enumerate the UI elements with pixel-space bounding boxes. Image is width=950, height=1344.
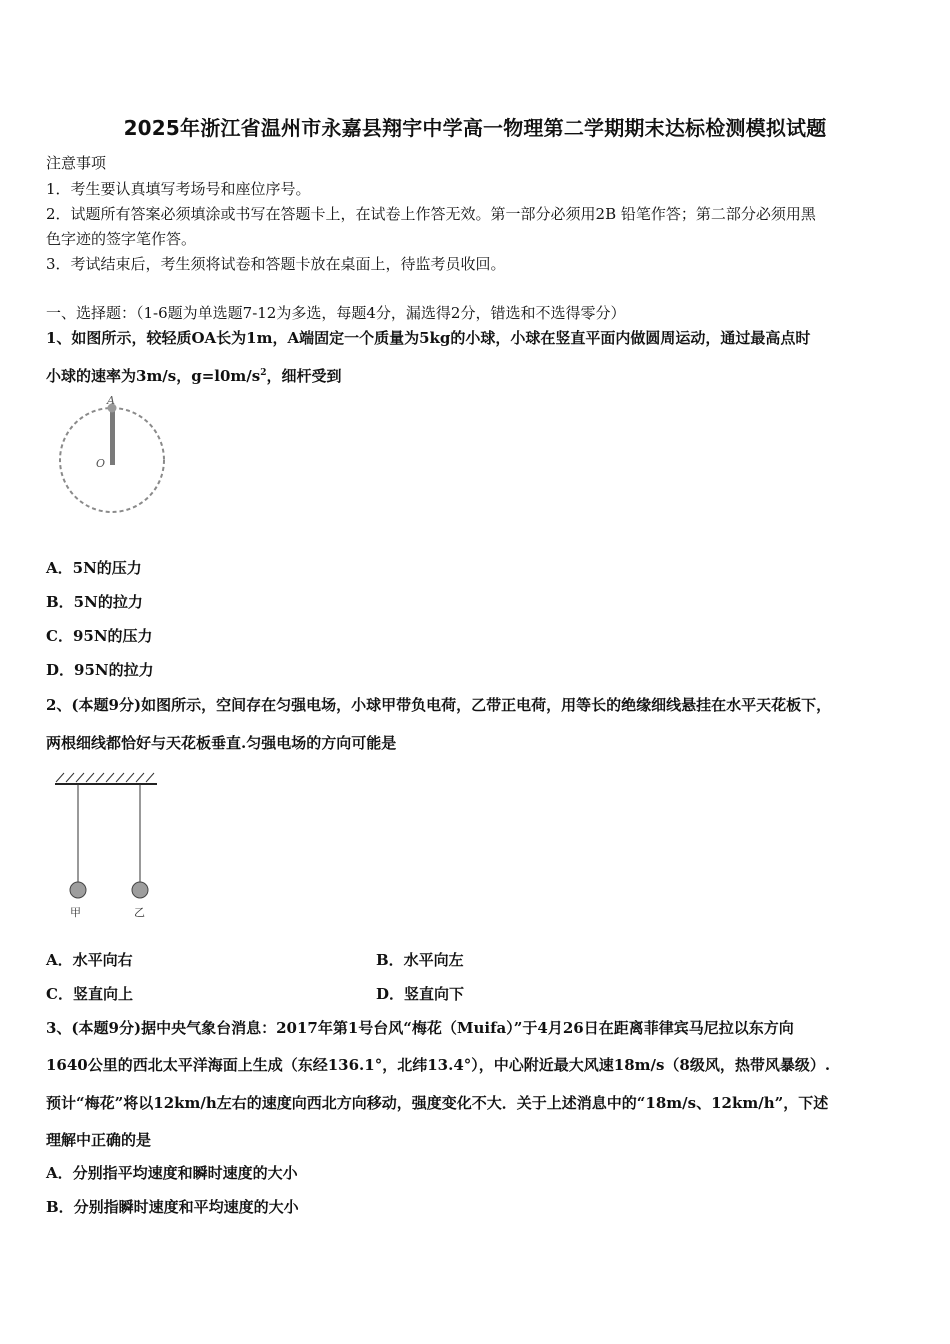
q1-option-a: A．5N的压力	[46, 559, 142, 577]
label-yi: 乙	[134, 906, 145, 919]
question-3-text-cont: 1640公里的西北太平洋海面上生成（东经136.1°，北纬13.4°），中心附近最大风速18m/s（8级风，热带风暴级）.	[46, 1056, 831, 1074]
notice-item: 3．考试结束后，考生须将试卷和答题卡放在桌面上，待监考员收回。	[46, 255, 506, 273]
notice-heading: 注意事项	[46, 154, 107, 172]
q2-option-b: B．水平向左	[376, 951, 464, 969]
ball-jia	[70, 882, 86, 898]
q3-option-b: B．分别指瞬时速度和平均速度的大小	[46, 1198, 299, 1216]
notice-item: 2．试题所有答案必须填涂或书写在答题卡上，在试卷上作答无效。第一部分必须用2B 铅笔作答；第二部分必须用黑	[46, 205, 816, 223]
section-heading: 一、选择题：（1-6题为单选题7-12为多选，每题4分，漏选得2分，错选和不选得零分）	[46, 304, 626, 322]
question-3-text-cont: 理解中正确的是	[46, 1131, 152, 1149]
q1-option-c: C．95N的压力	[46, 627, 153, 645]
q2-option-a: A．水平向右	[46, 951, 133, 969]
page-title: 2025年浙江省温州市永嘉县翔宇中学高一物理第二学期期末达标检测模拟试题	[123, 116, 827, 140]
question-2-text-cont: 两根细线都恰好与天花板垂直.匀强电场的方向可能是	[46, 734, 397, 752]
question-1-text: 1、如图所示，较轻质OA长为1m，A端固定一个质量为5kg的小球，小球在竖直平面内做圆周运动，通过最高点时	[46, 329, 811, 347]
label-a: A	[107, 394, 115, 407]
question-1-text-cont: 小球的速率为3m/s，$g=l0m/s^2$，细杆受到	[46, 367, 342, 385]
question-3-text: 3、(本题9分)据中央气象台消息：2017年第1号台风“梅花（Muifa）”于4月26日在距离菲律宾马尼拉以东方向	[46, 1019, 794, 1037]
notice-item: 色字迹的签字笔作答。	[46, 230, 197, 248]
q1-option-d: D．95N的拉力	[46, 661, 154, 679]
rod	[110, 408, 115, 465]
ceiling-hatch	[56, 773, 154, 782]
label-jia: 甲	[70, 906, 81, 919]
ball-yi	[132, 882, 148, 898]
q2-option-d: D．竖直向下	[376, 985, 465, 1003]
notice-item: 1．考生要认真填写考场号和座位序号。	[46, 180, 311, 198]
hanging-balls-figure	[50, 768, 165, 923]
label-o: O	[96, 457, 106, 470]
q3-option-a: A．分别指平均速度和瞬时速度的大小	[46, 1164, 298, 1182]
question-3-text-cont: 预计“梅花”将以12km/h左右的速度向西北方向移动，强度变化不大．关于上述消息中的“18m/s、12km/h”，下述	[46, 1094, 829, 1112]
q1-option-b: B．5N的拉力	[46, 593, 143, 611]
circular-motion-figure	[50, 390, 180, 525]
q2-option-c: C．竖直向上	[46, 985, 133, 1003]
question-2-text: 2、(本题9分)如图所示，空间存在匀强电场，小球甲带负电荷，乙带正电荷，用等长的绝缘细线悬挂在水平天花板下，	[46, 696, 832, 714]
